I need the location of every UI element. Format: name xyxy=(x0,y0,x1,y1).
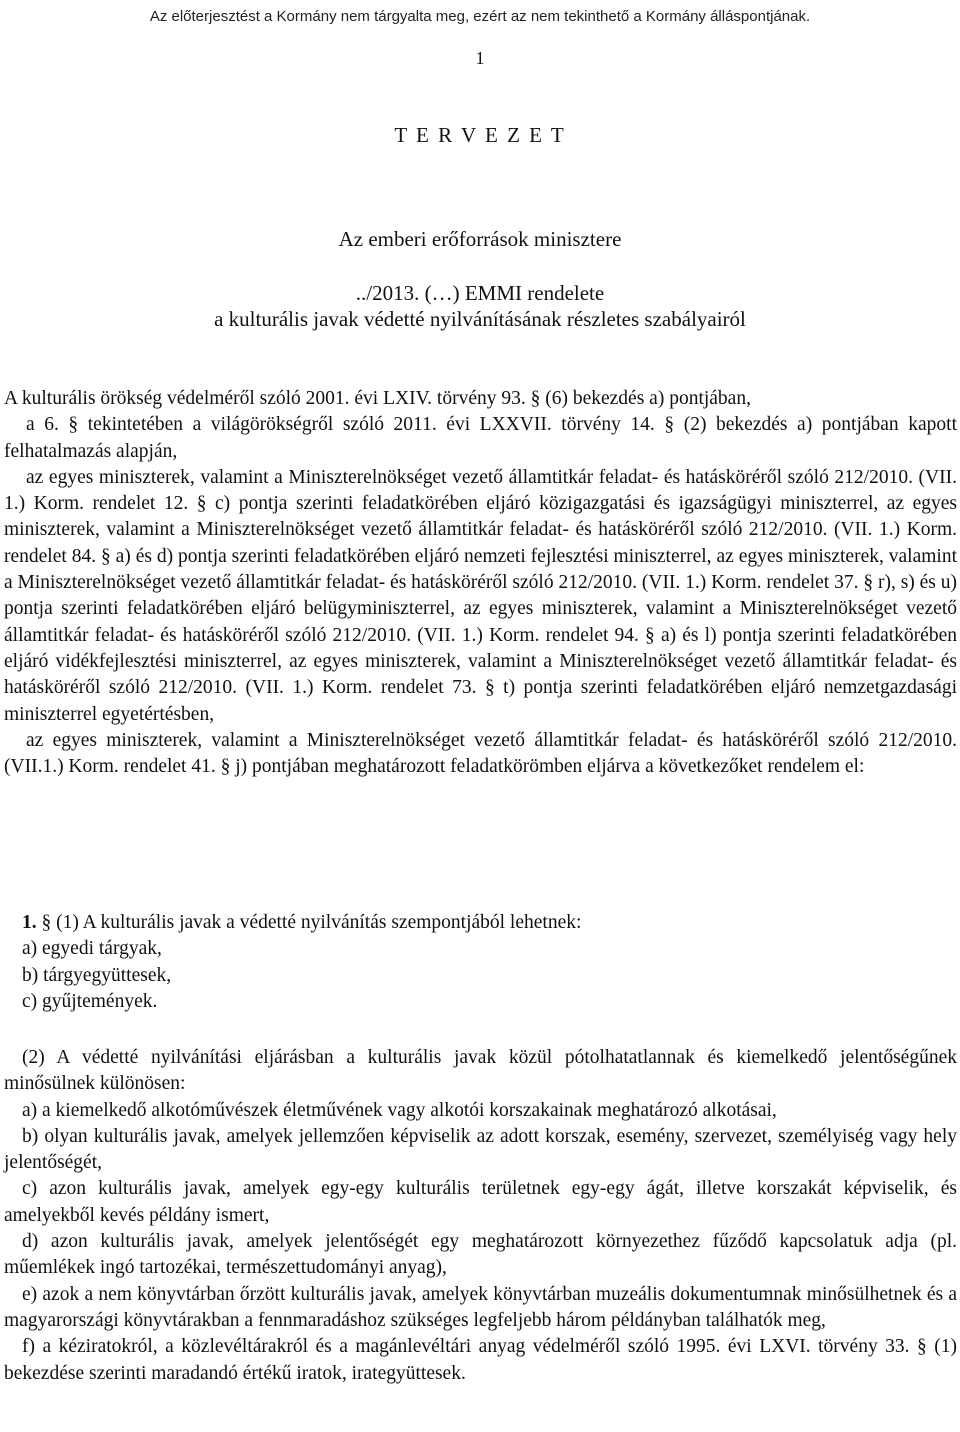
list-item: a) egyedi tárgyak, xyxy=(22,938,162,960)
paragraph-intro: (2) A védetté nyilvánítási eljárásban a kulturális javak közül pótolhatatlannak és kiemelkedő jelentőségűnek minősülnek különösen: xyxy=(4,1047,957,1095)
list-item: b) tárgyegyüttesek, xyxy=(22,964,172,986)
section-heading xyxy=(4,910,957,936)
list-item: c) gyűjtemények. xyxy=(22,990,158,1012)
preamble xyxy=(4,386,957,780)
section-intro: § (1) A kulturális javak a védetté nyilvánítás szempontjából lehetnek: xyxy=(41,912,582,933)
list-item: c) azon kulturális javak, amelyek egy-egy kulturális területnek egy-egy ágát, illetve korszakát képviselik, és amelyekből kevés példány ismert, xyxy=(4,1178,957,1226)
list-item: d) azon kulturális javak, amelyek jelentőségét egy meghatározott környezethez fűződő kapcsolatuk adja (pl. műemlékek ingó tartozékai, természettudományi anyag), xyxy=(4,1231,957,1279)
decree-number: ../2013. (…) EMMI rendelete xyxy=(355,281,605,305)
list-item: e) azok a nem könyvtárban őrzött kulturális javak, amelyek könyvtárban muzeális dokumentumnak minősülhetnek és a magyarországi könyvtárakban a fennmaradáshoz szükséges legfeljebb három példányban találhatók meg, xyxy=(4,1283,957,1331)
preamble-paragraph: A kulturális örökség védelméről szóló 2001. évi LXIV. törvény 93. § (6) bekezdés a) pontjában, xyxy=(4,388,751,409)
section-1 xyxy=(4,910,957,1015)
preamble-paragraph: az egyes miniszterek, valamint a Miniszterelnökséget vezető államtitkár feladat- és hatásköréről szóló 212/2010. (VII.1.) Korm. rendelet 41. § j) pontjában meghatározott feladatkörömben eljárva a következőket rendelem el: xyxy=(4,729,957,778)
section-1-paragraph-2 xyxy=(4,1045,957,1387)
preamble-paragraph: a 6. § tekintetében a világörökségről szóló 2011. évi LXXVII. törvény 14. § (2) bekezdés a) pontjában kapott felhatalmazás alapján, xyxy=(4,414,957,462)
draft-notice-header: Az előterjesztést a Kormány nem tárgyalta meg, ezért az nem tekinthető a Kormány álláspontjának. xyxy=(149,8,811,25)
decree-subject: a kulturális javak védetté nyilvánításának részletes szabályairól xyxy=(214,307,746,331)
list-item: a) a kiemelkedő alkotóművészek életművének vagy alkotói korszakainak meghatározó alkotásai, xyxy=(22,1099,777,1121)
document-title: T E R V E Z E T xyxy=(394,123,566,147)
section-number: 1. xyxy=(22,912,37,933)
preamble-paragraph: az egyes miniszterek, valamint a Miniszterelnökséget vezető államtitkár feladat- és hatásköréről szóló 212/2010. (VII. 1.) Korm. rendelet 12. § c) pontja szerinti feladatkörében eljáró közigazgatási és igazságügyi miniszterrel, az egyes miniszterek, valamint a Miniszterelnökséget vezető államtitkár feladat- és hatásköréről szóló 212/2010. (VII. 1.) Korm. rendelet 84. § a) és d) pontja szerinti feladatkörében eljáró nemzeti fejlesztési miniszterrel, az egyes miniszterek, valamint a Miniszterelnökséget vezető államtitkár feladat- és hatásköréről szóló 212/2010. (VII. 1.) Korm. rendelet 37. § r), s) és u) pontja szerinti feladatkörében eljáró belügyminiszterrel, az egyes miniszterek, valamint a Miniszterelnökséget vezető államtitkár feladat- és hatásköréről szóló 212/2010. (VII. 1.) Korm. rendelet 94. § a) és l) pontja szerinti feladatkörében eljáró vidékfejlesztési miniszterrel, az egyes miniszterek, valamint a Miniszterelnökséget vezető államtitkár feladat- és hatásköréről szóló 212/2010. (VII. 1.) Korm. rendelet 73. § t) pontja szerinti feladatkörében eljáró nemzetgazdasági miniszterrel egyetértésben, xyxy=(4,466,958,725)
list-item: f) a kéziratokról, a közlevéltárakról és a magánlevéltári anyag védelméről szóló 1995. évi LXVI. törvény 33. § (1) bekezdése szerinti maradandó értékű iratok, irategyüttesek. xyxy=(4,1336,957,1384)
issuing-minister: Az emberi erőforrások minisztere xyxy=(338,227,622,251)
page-number: 1 xyxy=(475,48,485,68)
list-item: b) olyan kulturális javak, amelyek jellemzően képviselik az adott korszak, esemény, szervezet, személyiség vagy hely jelentőségét, xyxy=(4,1125,957,1174)
